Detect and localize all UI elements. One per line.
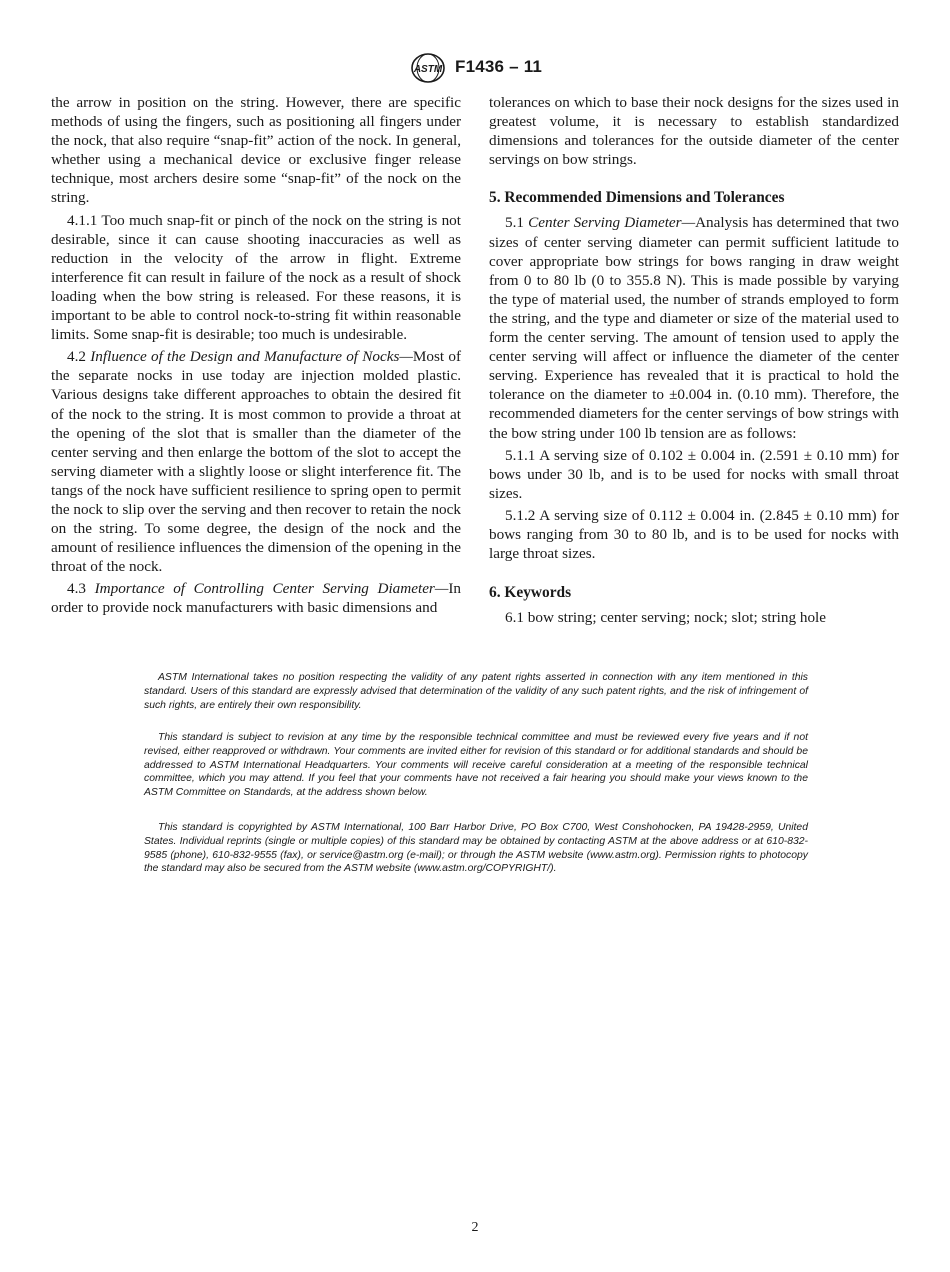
page-header xyxy=(0,52,950,86)
patent-notice xyxy=(144,671,808,712)
left-column xyxy=(51,93,461,621)
section-title: Importance of Controlling Center Serving Diameter— xyxy=(94,580,449,598)
section-title: Influence of the Design and Manufacture of Nocks— xyxy=(90,348,413,366)
page-number: 2 xyxy=(471,1220,479,1235)
section-5-heading: 5. Recommended Dimensions and Tolerances xyxy=(489,189,785,207)
astm-logo-icon xyxy=(410,52,446,84)
paragraph-4-1-1: 4.1.1 Too much snap-fit or pinch of the nock on the string is not desirable, since it can cause shooting inaccuracies as well as reduction in the velocity of the arrow in flight. Extreme interference fit can result in failure of the nock as a result of shock loading when the bow string is released. For these reasons, it is important to be able to control nock-to-string fit within reasonable limits. Some snap-fit is desirable; too much is undesirable. xyxy=(51,211,461,344)
paragraph-continuation: tolerances on which to base their nock designs for the sizes used in greatest volume, it is necessary to establish standardized dimensions and tolerances for the outside diameter of the center servings on bow strings. xyxy=(489,94,899,169)
paragraph-6-1: 6.1 bow string; center serving; nock; slot; string hole xyxy=(505,609,826,627)
logo-text: ASTM xyxy=(413,64,443,75)
paragraph-5-1 xyxy=(489,213,899,442)
paragraph-5-1-2: 5.1.2 A serving size of 0.112 ± 0.004 in. (2.845 ± 0.10 mm) for bows ranging from 30 to 80 lb, and is to be used for nocks with large throat sizes. xyxy=(489,506,899,563)
section-6-heading: 6. Keywords xyxy=(489,584,572,602)
section-number: 4.3 xyxy=(67,580,86,598)
paragraph-5-1-1: 5.1.1 A serving size of 0.102 ± 0.004 in. (2.591 ± 0.10 mm) for bows under 30 lb, and is to be used for nocks with small throat sizes. xyxy=(489,446,899,502)
right-column xyxy=(489,93,899,630)
section-number: 4.2 xyxy=(67,348,86,366)
section-body: Analysis has determined that two sizes of center serving diameter can permit sufficient latitude to cover appropriate bow strings for bows ranging in draw weight from 0 to 80 lb (0 to 355.8 N). This is made possible by varying the type of material used, the number of strands employed to form the string, and the type and diameter or size of the material used to form the center serving. The amount of tension used to apply the center serving will affect or influence the diameter of the center serving. Experience has revealed that it is practical to hold the tolerance on the diameter to ±0.004 in. (0.10 mm). Therefore, the recommended diameters for the center servings of bow strings with the bow string under 100 lb tension are as follows: xyxy=(489,214,900,442)
section-body: In order to provide nock manufacturers with basic dimensions and xyxy=(51,580,462,617)
paragraph-continuation: the arrow in position on the string. However, there are specific methods of using the fingers, such as positioning all fingers under the nock, that also require “snap-fit” action of the nock. In general, whether using a mechanical device or exclusive finger release technique, most archers desire some “snap-fit” of the nock on the string. xyxy=(51,94,461,207)
revision-notice xyxy=(144,731,808,800)
paragraph-4-3 xyxy=(51,579,461,617)
copyright-notice-text: This standard is copyrighted by ASTM International, 100 Barr Harbor Drive, PO Box C700, West Conshohocken, PA 19428-2959, United States. Individual reprints (single or multiple copies) of this standard may be obtained by contacting ASTM at the above address or at 610-832-9585 (phone), 610-832-9555 (fax), or service@astm.org (e-mail); or through the ASTM website (www.astm.org). Permission rights to photocopy the standard may also be secured from the ASTM website (www.astm.org/COPYRIGHT/). xyxy=(144,822,808,875)
copyright-notice xyxy=(144,821,808,876)
document-designation: F1436 – 11 xyxy=(455,57,543,76)
section-number: 5.1 xyxy=(505,214,524,232)
patent-notice-text: ASTM International takes no position respecting the validity of any patent rights asserted in connection with any item mentioned in this standard. Users of this standard are expressly advised that determination of the validity of any such patent rights, and the risk of infringement of such rights, are entirely their own responsibility. xyxy=(144,672,808,711)
section-title: Center Serving Diameter— xyxy=(528,214,696,232)
section-body: Most of the separate nocks in use today are injection molded plastic. Various designs take different approaches to obtain the desired fit of the nock to the string. It is most common to provide a throat at the opening of the slot that is smaller than the diameter of the center serving and then enlarge the bottom of the slot to accept the serving diameter with a slightly loose or slight interference fit. The tangs of the nock have sufficient resilience to spring open to permit the nock to slip over the serving and then recover to retain the nock on the string. To some degree, the design of the nock and the amount of resilience influences the dimension of the opening in the throat of the nock. xyxy=(51,348,462,576)
paragraph-4-2 xyxy=(51,347,461,576)
revision-notice-text: This standard is subject to revision at any time by the responsible technical committee and must be reviewed every five years and if not revised, either reapproved or withdrawn. Your comments are invited either for revision of this standard or for additional standards and should be addressed to ASTM International Headquarters. Your comments will receive careful consideration at a meeting of the responsible technical committee, which you may attend. If you feel that your comments have not received a fair hearing you should make your views known to the ASTM Committee on Standards, at the address shown below. xyxy=(144,732,808,799)
